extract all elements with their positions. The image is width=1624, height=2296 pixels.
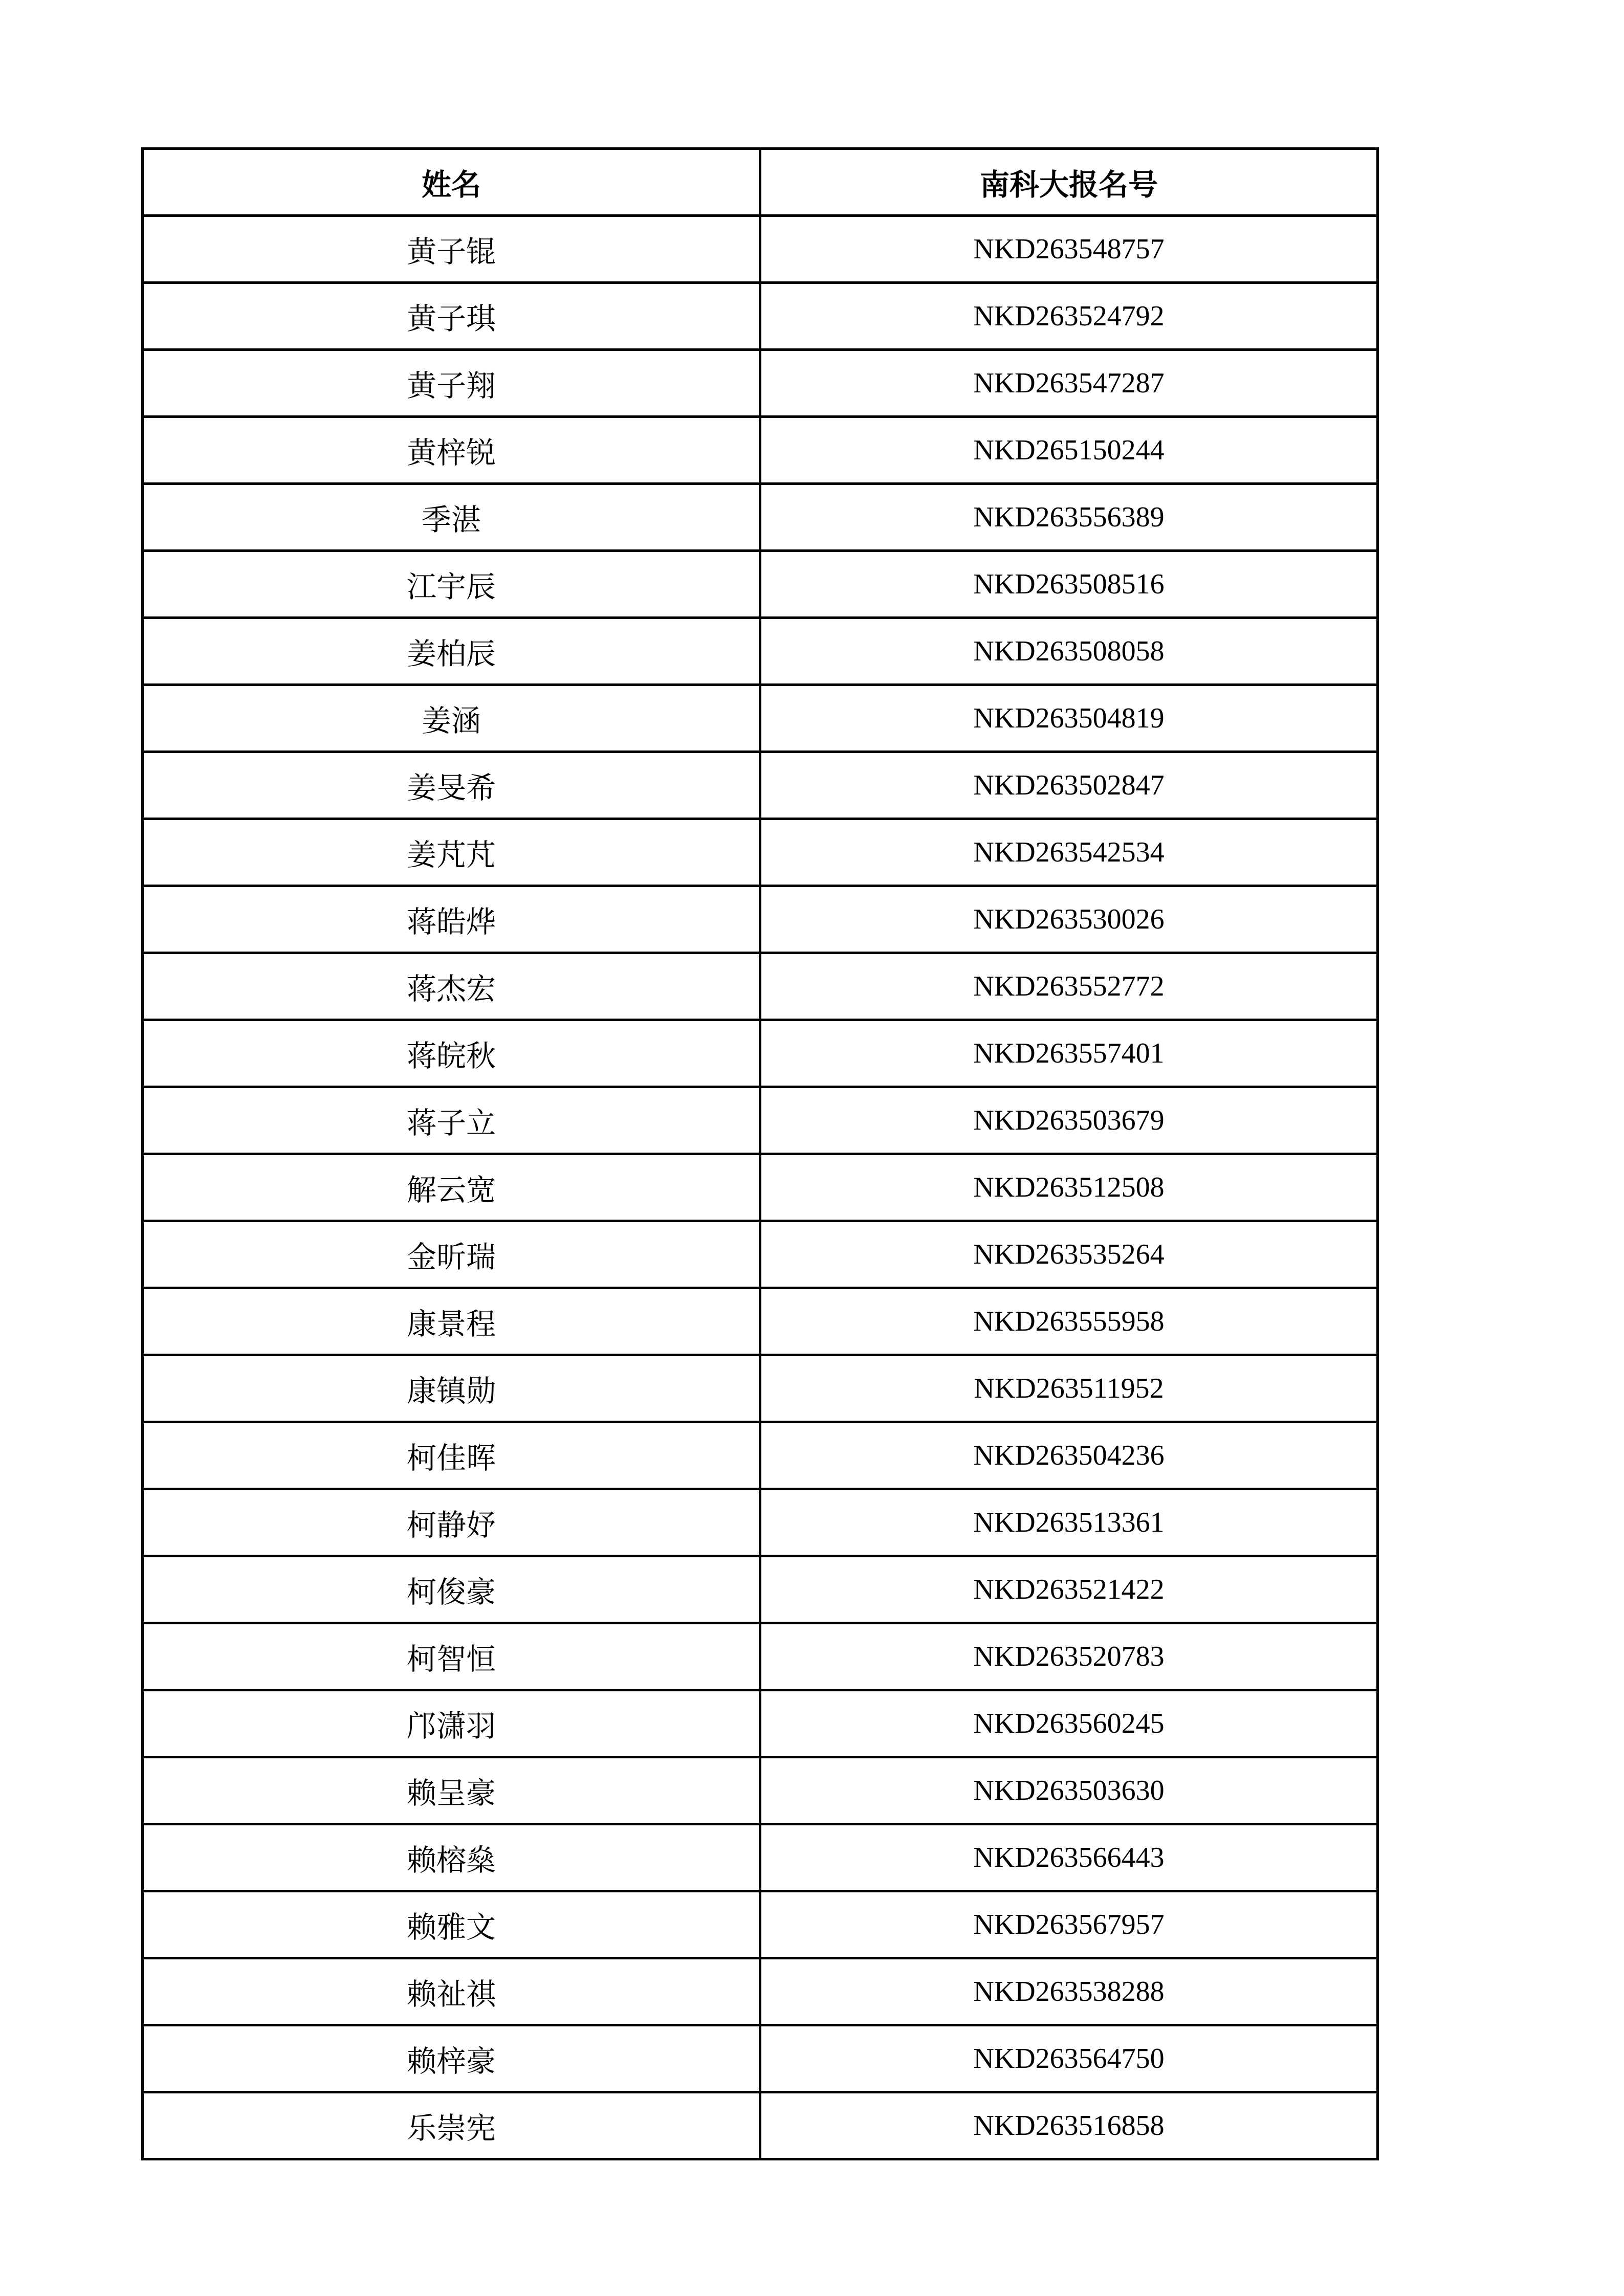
- registration-number-cell: NKD263564750: [760, 2025, 1378, 2092]
- student-name-cell: 姜旻希: [143, 752, 760, 819]
- student-name-cell: 黄梓锐: [143, 417, 760, 484]
- table-row: [143, 1288, 1378, 1355]
- registration-number-cell: NKD263502847: [760, 752, 1378, 819]
- student-name-cell: 金昕瑞: [143, 1221, 760, 1288]
- registration-number-cell: NKD263516858: [760, 2092, 1378, 2159]
- registration-number-cell: NKD263556389: [760, 484, 1378, 551]
- table-row: [143, 1824, 1378, 1891]
- registration-number-cell: NKD263521422: [760, 1556, 1378, 1623]
- registration-number-cell: NKD263503679: [760, 1087, 1378, 1154]
- table-body: [143, 216, 1378, 2159]
- student-name-cell: 赖呈豪: [143, 1757, 760, 1824]
- table-row: [143, 819, 1378, 886]
- registration-number-cell: NKD265150244: [760, 417, 1378, 484]
- table-row: [143, 752, 1378, 819]
- student-name-cell: 赖梓豪: [143, 2025, 760, 2092]
- registration-number-cell: NKD263557401: [760, 1020, 1378, 1087]
- table-row: [143, 1891, 1378, 1958]
- table-row: [143, 685, 1378, 752]
- header-row: [143, 149, 1378, 216]
- table-row: [143, 618, 1378, 685]
- registration-number-cell: NKD263503630: [760, 1757, 1378, 1824]
- table-row: [143, 350, 1378, 417]
- table-row: [143, 1958, 1378, 2025]
- table-row: [143, 1489, 1378, 1556]
- registration-number-cell: NKD263508058: [760, 618, 1378, 685]
- registration-number-cell: NKD263548757: [760, 216, 1378, 283]
- table-row: [143, 886, 1378, 953]
- registration-number-cell: NKD263552772: [760, 953, 1378, 1020]
- registration-number-cell: NKD263520783: [760, 1623, 1378, 1690]
- registration-number-cell: NKD263504819: [760, 685, 1378, 752]
- registration-number-cell: NKD263566443: [760, 1824, 1378, 1891]
- table-row: [143, 484, 1378, 551]
- student-name-cell: 姜涵: [143, 685, 760, 752]
- registration-number-cell: NKD263524792: [760, 283, 1378, 350]
- registration-number-cell: NKD263555958: [760, 1288, 1378, 1355]
- student-name-cell: 季湛: [143, 484, 760, 551]
- student-name-cell: 蒋子立: [143, 1087, 760, 1154]
- table-row: [143, 1020, 1378, 1087]
- student-name-cell: 赖雅文: [143, 1891, 760, 1958]
- student-name-cell: 康景程: [143, 1288, 760, 1355]
- student-name-cell: 乐崇宪: [143, 2092, 760, 2159]
- registration-number-cell: NKD263504236: [760, 1422, 1378, 1489]
- table-row: [143, 1757, 1378, 1824]
- table-row: [143, 1087, 1378, 1154]
- table-row: [143, 283, 1378, 350]
- student-name-cell: 柯俊豪: [143, 1556, 760, 1623]
- table-header: [143, 149, 1378, 216]
- registration-number-cell: NKD263538288: [760, 1958, 1378, 2025]
- name-column-header: 姓名: [143, 149, 760, 216]
- student-name-cell: 柯静妤: [143, 1489, 760, 1556]
- student-name-cell: 蒋皓烨: [143, 886, 760, 953]
- table-row: [143, 1221, 1378, 1288]
- table-row: [143, 1154, 1378, 1221]
- table-row: [143, 1690, 1378, 1757]
- table-row: [143, 953, 1378, 1020]
- table-row: [143, 2025, 1378, 2092]
- registration-number-cell: NKD263542534: [760, 819, 1378, 886]
- student-name-cell: 蒋皖秋: [143, 1020, 760, 1087]
- table-row: [143, 1422, 1378, 1489]
- student-name-cell: 解云宽: [143, 1154, 760, 1221]
- registration-number-cell: NKD263530026: [760, 886, 1378, 953]
- student-name-cell: 赖榕燊: [143, 1824, 760, 1891]
- registration-table: [141, 147, 1379, 2160]
- student-name-cell: 柯佳晖: [143, 1422, 760, 1489]
- table-row: [143, 1623, 1378, 1690]
- table-row: [143, 2092, 1378, 2159]
- table-row: [143, 551, 1378, 618]
- student-name-cell: 蒋杰宏: [143, 953, 760, 1020]
- table-row: [143, 1355, 1378, 1422]
- student-name-cell: 黄子琪: [143, 283, 760, 350]
- registration-number-cell: NKD263508516: [760, 551, 1378, 618]
- table-row: [143, 1556, 1378, 1623]
- student-name-cell: 江宇辰: [143, 551, 760, 618]
- table-row: [143, 417, 1378, 484]
- student-name-cell: 黄子锟: [143, 216, 760, 283]
- student-name-cell: 柯智恒: [143, 1623, 760, 1690]
- registration-number-cell: NKD263567957: [760, 1891, 1378, 1958]
- registration-number-cell: NKD263512508: [760, 1154, 1378, 1221]
- student-name-cell: 赖祉祺: [143, 1958, 760, 2025]
- student-name-cell: 姜柏辰: [143, 618, 760, 685]
- registration-number-cell: NKD263560245: [760, 1690, 1378, 1757]
- registration-number-column-header: 南科大报名号: [760, 149, 1378, 216]
- student-name-cell: 康镇勋: [143, 1355, 760, 1422]
- registration-number-cell: NKD263511952: [760, 1355, 1378, 1422]
- registration-number-cell: NKD263535264: [760, 1221, 1378, 1288]
- registration-number-cell: NKD263513361: [760, 1489, 1378, 1556]
- student-name-cell: 姜芃芃: [143, 819, 760, 886]
- registration-number-cell: NKD263547287: [760, 350, 1378, 417]
- table-row: [143, 216, 1378, 283]
- student-name-cell: 黄子翔: [143, 350, 760, 417]
- student-name-cell: 邝潇羽: [143, 1690, 760, 1757]
